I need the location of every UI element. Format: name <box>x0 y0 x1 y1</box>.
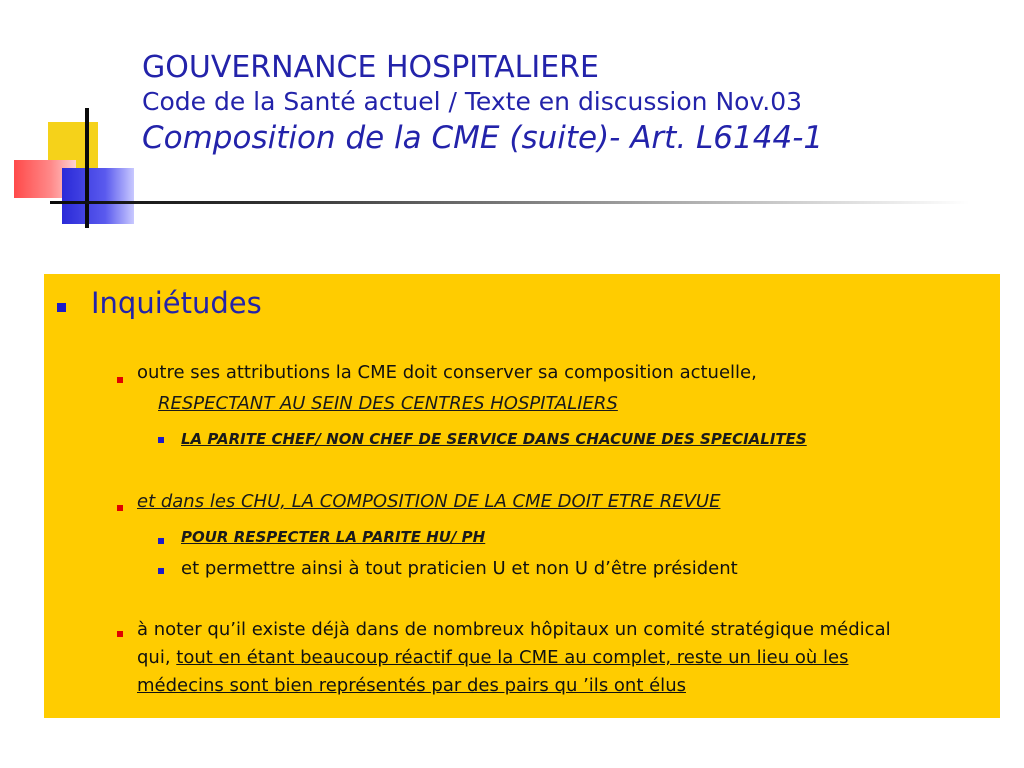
blue-bullet-icon <box>158 538 164 544</box>
bullet-1-subbullet: LA PARITE CHEF/ NON CHEF DE SERVICE DANS CHACUNE DES SPECIALITES <box>181 430 807 448</box>
title-line-2: Code de la Santé actuel / Texte en discussion Nov.03 <box>142 87 803 116</box>
decorative-logo <box>0 0 150 240</box>
bullet-3-line-2-plain: qui, <box>137 647 177 668</box>
bullet-2-text: et dans les CHU, LA COMPOSITION DE LA CME DOIT ETRE REVUE <box>137 491 721 512</box>
logo-blue-square <box>62 168 134 224</box>
bullet-1-text: outre ses attributions la CME doit conserver sa composition actuelle, <box>137 362 757 383</box>
blue-bullet-icon <box>158 437 164 443</box>
bullet-1-subheading: RESPECTANT AU SEIN DES CENTRES HOSPITALIERS <box>158 393 618 414</box>
title-line-3: Composition de la CME (suite)- Art. L6144-1 <box>142 120 824 156</box>
logo-vertical-line <box>85 108 89 228</box>
title-line-1: GOUVERNANCE HOSPITALIERE <box>142 50 599 85</box>
bullet-3-line-1: à noter qu’il existe déjà dans de nombreux hôpitaux un comité stratégique médical <box>137 619 891 640</box>
slide-title <box>142 50 823 158</box>
bullet-3-line-2-underlined: tout en étant beaucoup réactif que la CME au complet, reste un lieu où les <box>176 647 849 668</box>
bullet-2-subbullet-2: et permettre ainsi à tout praticien U et non U d’être président <box>181 558 738 579</box>
title-divider-line <box>50 201 970 204</box>
bullet-2-subbullet-1: POUR RESPECTER LA PARITE HU/ PH <box>181 528 486 546</box>
bullet-3-line-3: médecins sont bien représentés par des pairs qu ’ils ont élus <box>137 675 686 696</box>
red-bullet-icon <box>117 377 123 383</box>
square-bullet-icon <box>57 303 66 312</box>
bullet-3-line-2 <box>137 646 848 670</box>
red-bullet-icon <box>117 631 123 637</box>
blue-bullet-icon <box>158 568 164 574</box>
section-heading: Inquiétudes <box>91 286 262 320</box>
red-bullet-icon <box>117 505 123 511</box>
